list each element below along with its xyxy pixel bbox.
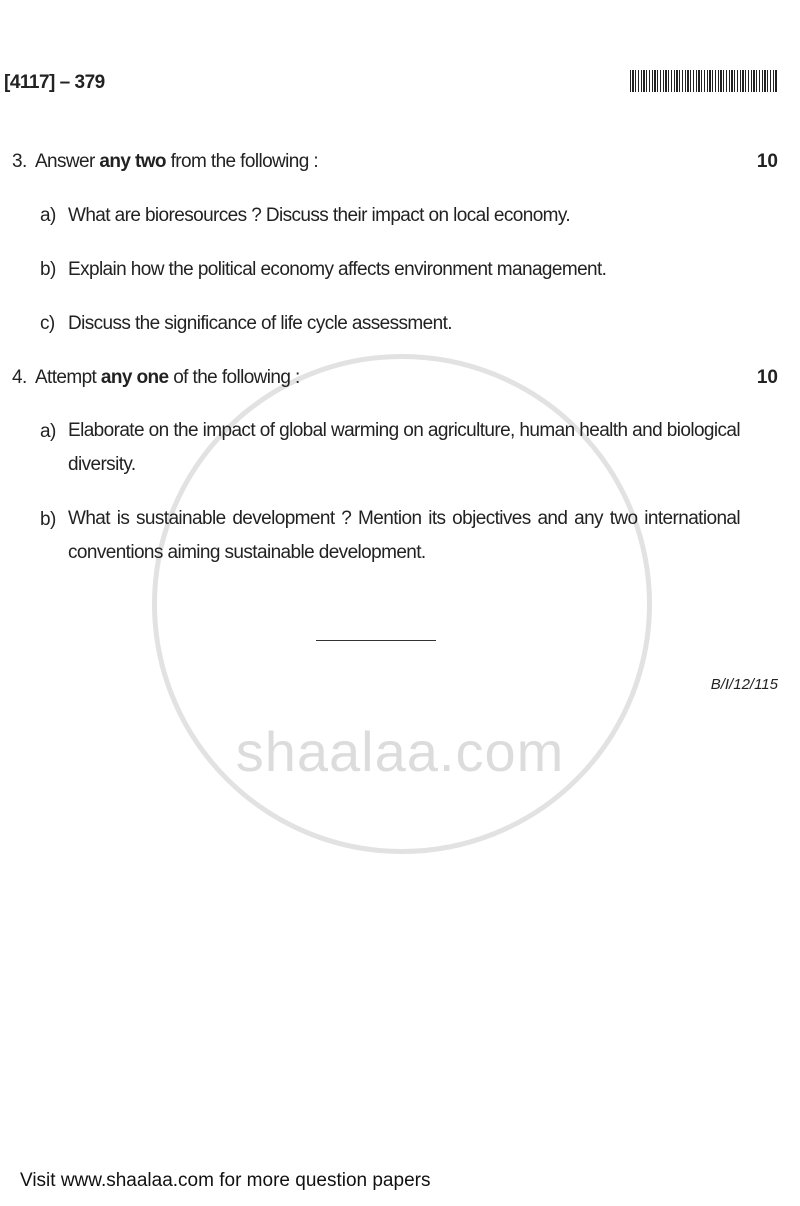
instruction-suffix: from the following :: [165, 151, 319, 172]
question-4-marks: 10: [756, 367, 778, 388]
question-3a-text: What are bioresources ? Discuss their impact on local economy.: [68, 205, 571, 226]
instruction-prefix: Attempt: [34, 367, 101, 388]
reference-code: B/I/12/115: [710, 676, 778, 693]
question-4b-text: What is sustainable development ? Mention its objectives and any two international conventions aiming sustainable development.: [68, 508, 740, 563]
question-3c-text: Discuss the significance of life cycle assessment.: [68, 313, 452, 334]
question-4a-text: Elaborate on the impact of global warming on agriculture, human health and biological diversity.: [68, 420, 740, 475]
barcode-icon: [630, 70, 778, 92]
instruction-prefix: Answer: [34, 151, 100, 172]
question-number: 3.: [12, 151, 27, 172]
part-label: b): [40, 259, 56, 280]
paper-code: [4117] – 379: [4, 72, 105, 93]
question-4-heading: [12, 367, 300, 389]
part-label: a): [40, 205, 56, 226]
question-3-heading: [12, 151, 318, 173]
instruction-emphasis: any two: [99, 151, 166, 172]
instruction-emphasis: any one: [100, 367, 169, 388]
footer-link-text: Visit www.shaalaa.com for more question papers: [20, 1170, 431, 1191]
question-3-marks: 10: [756, 151, 778, 172]
part-label: c): [40, 313, 55, 334]
end-rule: [316, 640, 436, 641]
question-number: 4.: [12, 367, 27, 388]
part-label: b): [40, 509, 56, 530]
watermark-text: shaalaa.com: [235, 720, 565, 783]
question-3b-text: Explain how the political economy affects environment management.: [68, 259, 607, 280]
part-label: a): [40, 421, 56, 442]
instruction-suffix: of the following :: [168, 367, 300, 388]
